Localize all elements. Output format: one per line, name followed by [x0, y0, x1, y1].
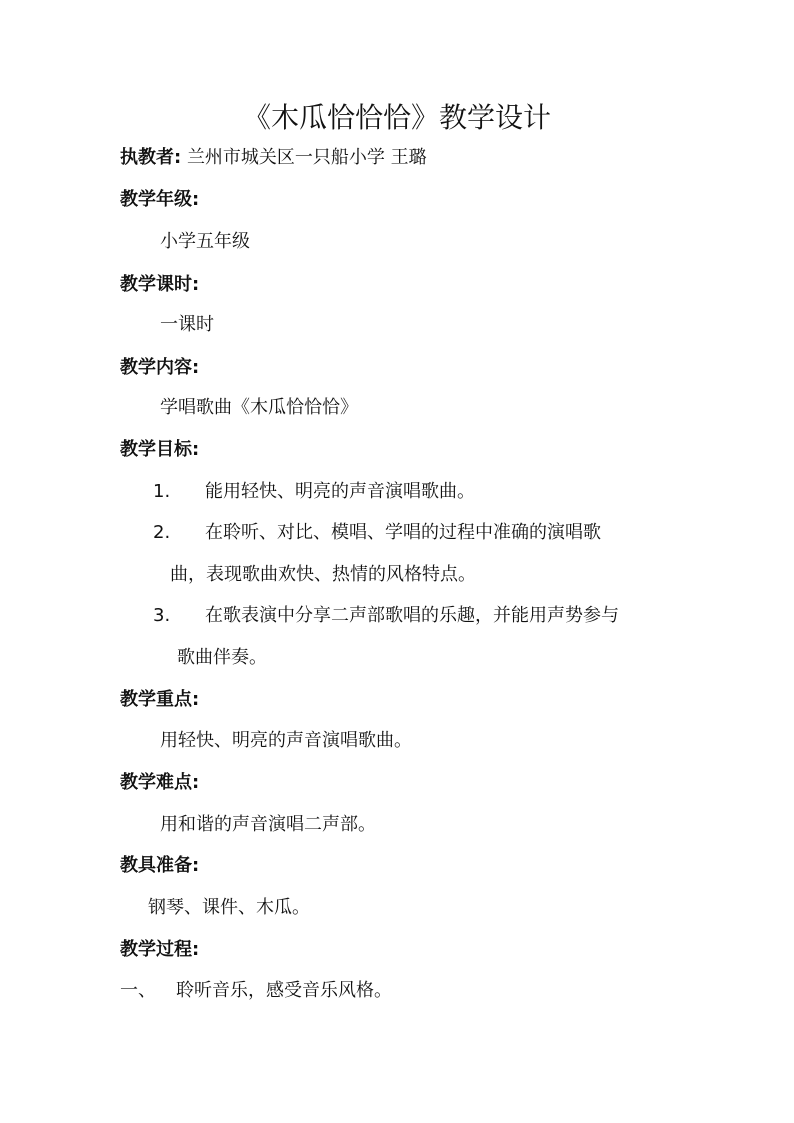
- goals-label: 教学目标:: [120, 439, 200, 460]
- grade-value: 小学五年级: [160, 231, 250, 252]
- process-step-text: 聆听音乐，感受音乐风格。: [176, 980, 392, 1001]
- grade-label: 教学年级:: [120, 189, 200, 210]
- content-value: 学唱歌曲《木瓜恰恰恰》: [160, 397, 358, 418]
- content-label: 教学内容:: [120, 357, 200, 378]
- goal-num: 1.: [153, 481, 171, 502]
- key-point-value: 用轻快、明亮的声音演唱歌曲。: [160, 730, 412, 751]
- goal-num: 3.: [153, 605, 171, 626]
- process-label: 教学过程:: [120, 939, 200, 960]
- goal-num: 2.: [153, 522, 171, 543]
- teacher-line: [120, 147, 427, 169]
- goal-text: 在聆听、对比、模唱、学唱的过程中准确的演唱歌: [205, 522, 601, 543]
- document-title: 《木瓜恰恰恰》教学设计: [242, 101, 551, 134]
- goal-text-cont: 歌曲伴奏。: [177, 647, 267, 668]
- teacher-value: 兰州市城关区一只船小学 王璐: [186, 147, 427, 168]
- teacher-label: 执教者:: [120, 147, 182, 168]
- goal-text: 在歌表演中分享二声部歌唱的乐趣，并能用声势参与: [205, 605, 619, 626]
- difficulty-value: 用和谐的声音演唱二声部。: [160, 814, 376, 835]
- materials-value: 钢琴、课件、木瓜。: [148, 897, 310, 918]
- process-step-num: 一、: [120, 980, 156, 1001]
- materials-label: 教具准备:: [120, 855, 200, 876]
- difficulty-label: 教学难点:: [120, 772, 200, 793]
- hours-label: 教学课时:: [120, 274, 200, 295]
- goal-text-cont: 曲，表现歌曲欢快、热情的风格特点。: [170, 564, 476, 585]
- goal-text: 能用轻快、明亮的声音演唱歌曲。: [205, 481, 475, 502]
- hours-value: 一课时: [160, 314, 214, 335]
- key-point-label: 教学重点:: [120, 689, 200, 710]
